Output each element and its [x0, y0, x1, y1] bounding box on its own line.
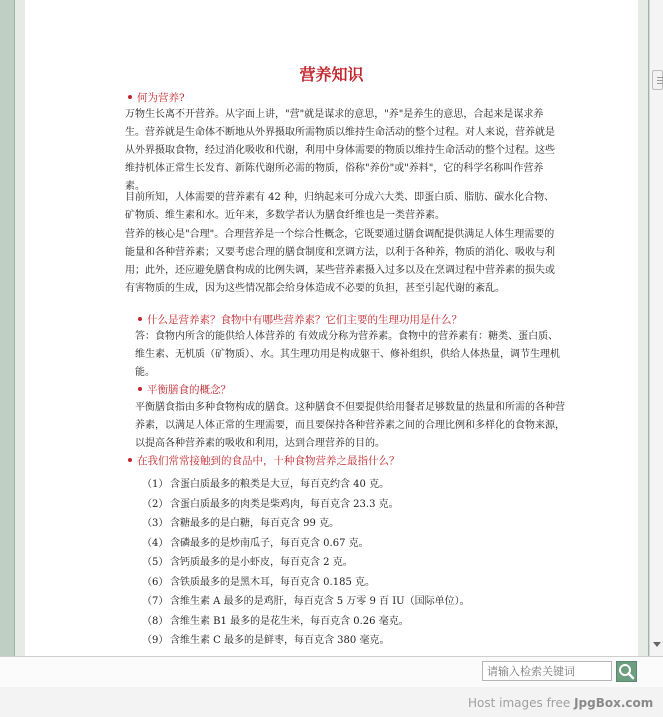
right-frame: [638, 0, 649, 660]
scroll-down-arrow-icon[interactable]: [653, 642, 661, 647]
section-heading: [138, 312, 462, 327]
list-item: [142, 495, 399, 510]
bullet-icon: [138, 387, 142, 391]
list-number: （1）: [142, 479, 169, 490]
paragraph: 平衡膳食指由多种食物构成的膳食。这种膳食不但要提供给用餐者足够数量的热量和所需的各种营养素，以满足人体正常的生理需要，而且要保持各种营养素之间的合理比例和多样化的食物来源，以提高各种营养素的吸收和利用，达到合理营养的目的。: [135, 402, 565, 449]
section-heading: [138, 382, 231, 397]
list-text: 含糖最多的是白糖，每百克含 99 克。: [170, 518, 340, 529]
list-number: （6）: [142, 577, 169, 588]
vertical-scrollbar[interactable]: [649, 0, 663, 656]
paragraph: 答：食物内所含的能供给人体营养的 有效成分称为营养素。食物中的营养素有：糖类、蛋白质、维生素、无机质（矿物质）、水。其生理功用是构成躯干、修补组织，供给人体热量，调节生理机能。: [135, 331, 560, 378]
list-text: 含蛋白质最多的肉类是柴鸡肉，每百克含 23.3 克。: [170, 499, 399, 510]
list-item: [142, 475, 389, 490]
list-item: [142, 612, 409, 627]
bullet-icon: [128, 95, 132, 99]
document-page: [25, 0, 638, 656]
list-item: [142, 573, 375, 588]
section-heading-text: 平衡膳食的概念？: [147, 384, 231, 396]
list-number: （5）: [142, 557, 169, 568]
search-icon: [617, 662, 636, 681]
list-text: 含维生素 C 最多的是鲜枣，每百克含 380 毫克。: [170, 635, 390, 646]
section-heading-text: 何为营养?: [137, 92, 185, 104]
list-number: （2）: [142, 499, 169, 510]
bullet-icon: [128, 458, 132, 462]
list-item: [142, 553, 353, 568]
list-item: [142, 631, 389, 646]
paragraph: 营养的核心是"合理"。合理营养是一个综合性概念，它既要通过膳食调配提供满足人体生理需要的能量和各种营养素；又要考虑合理的膳食制度和烹调方法，以利于各种养，物质的消化、吸收与利用；此外，还应避免膳食构成的比例失调，某些营养素摄入过多以及在烹调过程中营养素的损失或有害物质的生成，因为这些情况都会给身体造成不必要的负担，甚至引起代谢的紊乱。: [125, 229, 555, 294]
watermark-prefix: Host images free: [468, 696, 575, 710]
list-number: （4）: [142, 538, 169, 549]
section-heading-text: 在我们常常接触到的食品中，十种食物营养之最指什么？: [137, 455, 400, 467]
list-text: 含磷最多的是炒南瓜子，每百克含 0.67 克。: [170, 538, 369, 549]
watermark-brand: JpgBox.com: [574, 696, 654, 710]
list-number: （8）: [142, 616, 169, 627]
section-heading: [128, 453, 400, 468]
paragraph: 万物生长离不开营养。从字面上讲，"营"就是谋求的意思，"养"是养生的意思，合起来是谋求养生。营养就是生命体不断地从外界摄取所需物质以维持生命活动的整个过程。对人来说，营养就是从外界摄取食物，经过消化吸收和代谢，利用中身体需要的物质以维持生命活动的整个过程。这些维持机体正常生长发育、新陈代谢所必需的物质，俗称"养份"或"养料"，它的科学名称叫作营养素。: [125, 109, 555, 192]
list-text: 含钙质最多的是小虾皮，每百克含 2 克。: [170, 557, 353, 568]
list-text: 含蛋白质最多的粮类是大豆，每百克约含 40 克。: [170, 479, 390, 490]
scrollbar-thumb[interactable]: [652, 70, 663, 90]
paragraph: 目前所知，人体需要的营养素有 42 种，归纳起来可分成六大类、即蛋白质、脂肪、碳水化合物、矿物质、维生素和水。近年来，多数学者认为膳食纤维也是一类营养素。: [125, 192, 555, 221]
bullet-icon: [138, 317, 142, 321]
list-text: 含维生素 A 最多的是鸡肝，每百克含 5 万零 9 百 IU（国际单位）。: [170, 596, 470, 607]
list-number: （9）: [142, 635, 169, 646]
list-item: [142, 592, 470, 607]
search-button[interactable]: [616, 661, 637, 682]
list-text: 含维生素 B1 最多的是花生米，每百克含 0.26 毫克。: [170, 616, 409, 627]
watermark: [468, 696, 653, 710]
page-title: 营养知识: [299, 65, 364, 84]
list-item: [142, 534, 369, 549]
list-number: （3）: [142, 518, 169, 529]
list-text: 含铁质最多的是黑木耳，每百克含 0.185 克。: [170, 577, 375, 588]
left-frame: [0, 0, 24, 660]
section-heading-text: 什么是营养素？食物中有哪些营养素？它们主要的生理功用是什么？: [147, 314, 462, 326]
list-number: （7）: [142, 596, 169, 607]
search-input[interactable]: [482, 661, 612, 681]
list-item: [142, 514, 339, 529]
section-heading: [128, 90, 185, 105]
